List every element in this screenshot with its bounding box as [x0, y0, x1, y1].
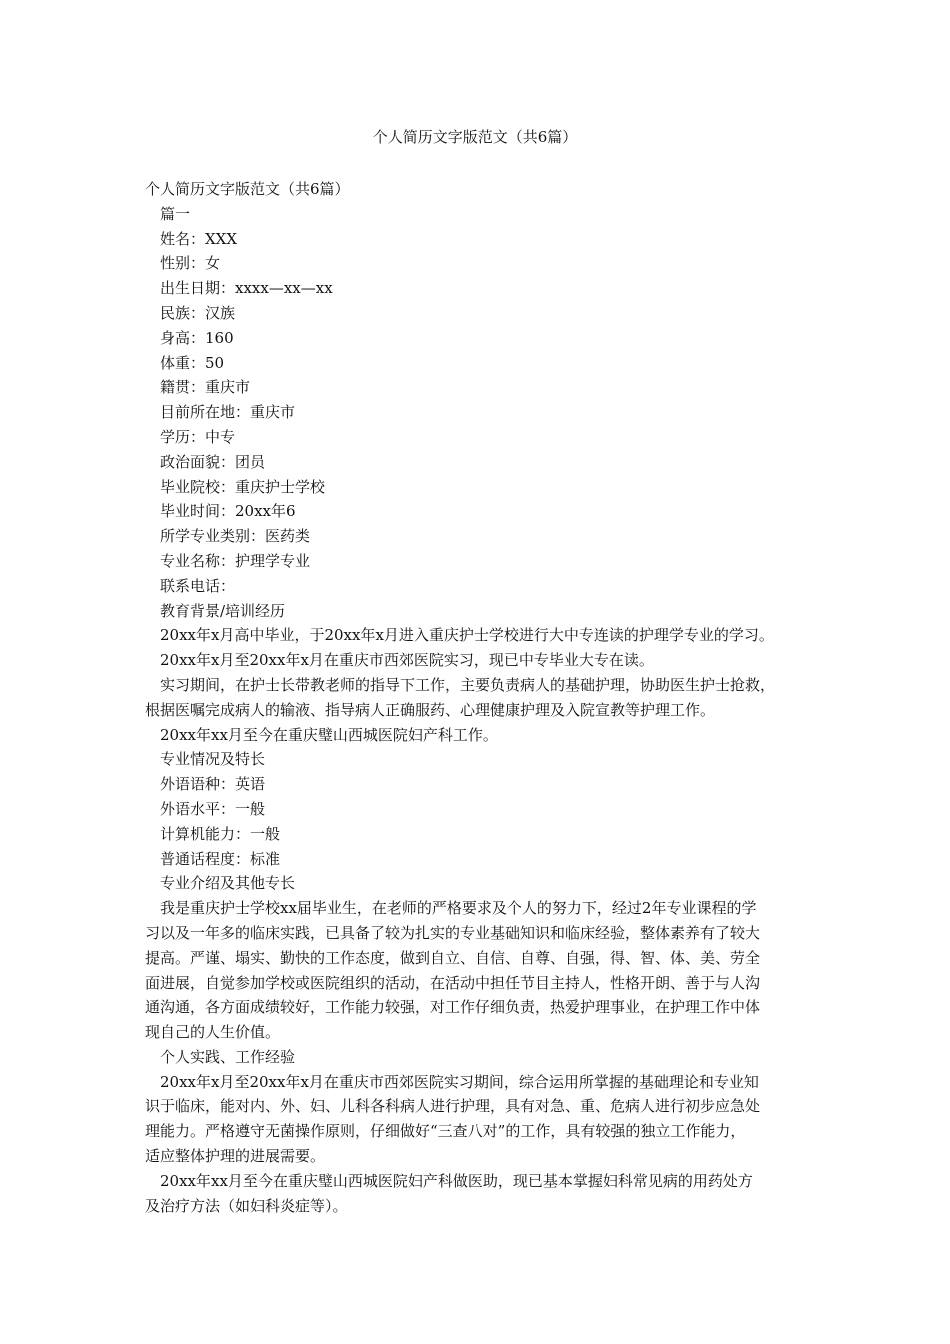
section-experience: 个人实践、工作经验 — [160, 1047, 296, 1066]
text-line: 20xx年x月至20xx年x月在重庆市西郊医院实习，现已中专毕业大专在读。 — [160, 651, 654, 670]
text-line: 提高。严谨、塌实、勤快的工作态度，做到自立、自信、自尊、自强，得、智、体、美、劳全 — [145, 948, 761, 967]
field-phone: 联系电话： — [160, 576, 236, 595]
text-line: 20xx年x月至20xx年x月在重庆市西郊医院实习期间，综合运用所掌握的基础理论和专业知 — [160, 1072, 759, 1091]
field-education: 学历：中专 — [160, 427, 236, 446]
section-intro: 专业介绍及其他专长 — [160, 874, 296, 893]
text-line: 现自己的人生价值。 — [145, 1023, 281, 1042]
field-major: 专业名称：护理学专业 — [160, 551, 311, 570]
page-title: 个人简历文字版范文（共6篇） — [372, 128, 578, 146]
field-language-level: 外语水平：一般 — [160, 799, 266, 818]
text-line: 实习期间，在护士长带教老师的指导下工作，主要负责病人的基础护理，协助医生护士抢救， — [160, 675, 776, 694]
field-gender: 性别：女 — [160, 254, 221, 273]
field-name: 姓名：XXX — [160, 229, 238, 248]
doc-heading: 个人简历文字版范文（共6篇） — [145, 180, 350, 198]
text-line: 面进展，自觉参加学校或医院组织的活动，在活动中担任节目主持人，性格开朗、善于与人沟 — [145, 973, 761, 992]
field-political: 政治面貌：团员 — [160, 452, 266, 471]
text-line: 20xx年xx月至今在重庆璧山西城医院妇产科工作。 — [160, 725, 498, 744]
text-line: 理能力。严格遵守无菌操作原则，仔细做好“三查八对”的工作，具有较强的独立工作能力， — [145, 1122, 746, 1141]
field-mandarin: 普通话程度：标准 — [160, 849, 281, 868]
text-line: 习以及一年多的临床实践，已具备了较为扎实的专业基础知识和临床经验，整体素养有了较大 — [145, 923, 761, 942]
text-line: 我是重庆护士学校xx届毕业生，在老师的严格要求及个人的努力下，经过2年专业课程的学 — [160, 899, 757, 918]
text-line: 根据医嘱完成病人的输液、指导病人正确服药、心理健康护理及入院宣教等护理工作。 — [145, 700, 716, 719]
field-location: 目前所在地：重庆市 — [160, 403, 296, 422]
text-line: 通沟通，各方面成绩较好，工作能力较强，对工作仔细负责，热爱护理事业，在护理工作中体 — [145, 998, 761, 1017]
field-weight: 体重：50 — [160, 353, 225, 372]
field-hometown: 籍贯：重庆市 — [160, 378, 251, 397]
field-ethnicity: 民族：汉族 — [160, 303, 236, 322]
field-language: 外语语种：英语 — [160, 775, 266, 794]
section-heading: 篇一 — [160, 204, 191, 223]
field-major-category: 所学专业类别：医药类 — [160, 527, 311, 546]
field-computer: 计算机能力：一般 — [160, 824, 281, 843]
text-line: 及治疗方法（如妇科炎症等）。 — [145, 1196, 348, 1215]
text-line: 20xx年x月高中毕业，于20xx年x月进入重庆护士学校进行大中专连读的护理学专业的学习。 — [160, 626, 774, 645]
document-body — [145, 177, 815, 1218]
text-line: 适应整体护理的进展需要。 — [145, 1147, 326, 1166]
field-height: 身高：160 — [160, 328, 234, 347]
field-birthdate: 出生日期：xxxx—xx—xx — [160, 279, 333, 298]
field-school: 毕业院校：重庆护士学校 — [160, 477, 326, 496]
text-line: 识于临床，能对内、外、妇、儿科各科病人进行护理，具有对急、重、危病人进行初步应急处 — [145, 1097, 761, 1116]
field-graduation: 毕业时间：20xx年6 — [160, 502, 296, 521]
text-line: 20xx年xx月至今在重庆璧山西城医院妇产科做医助，现已基本掌握妇科常见病的用药处方 — [160, 1171, 753, 1190]
section-skills: 专业情况及特长 — [160, 750, 266, 769]
section-education: 教育背景/培训经历 — [160, 601, 286, 620]
